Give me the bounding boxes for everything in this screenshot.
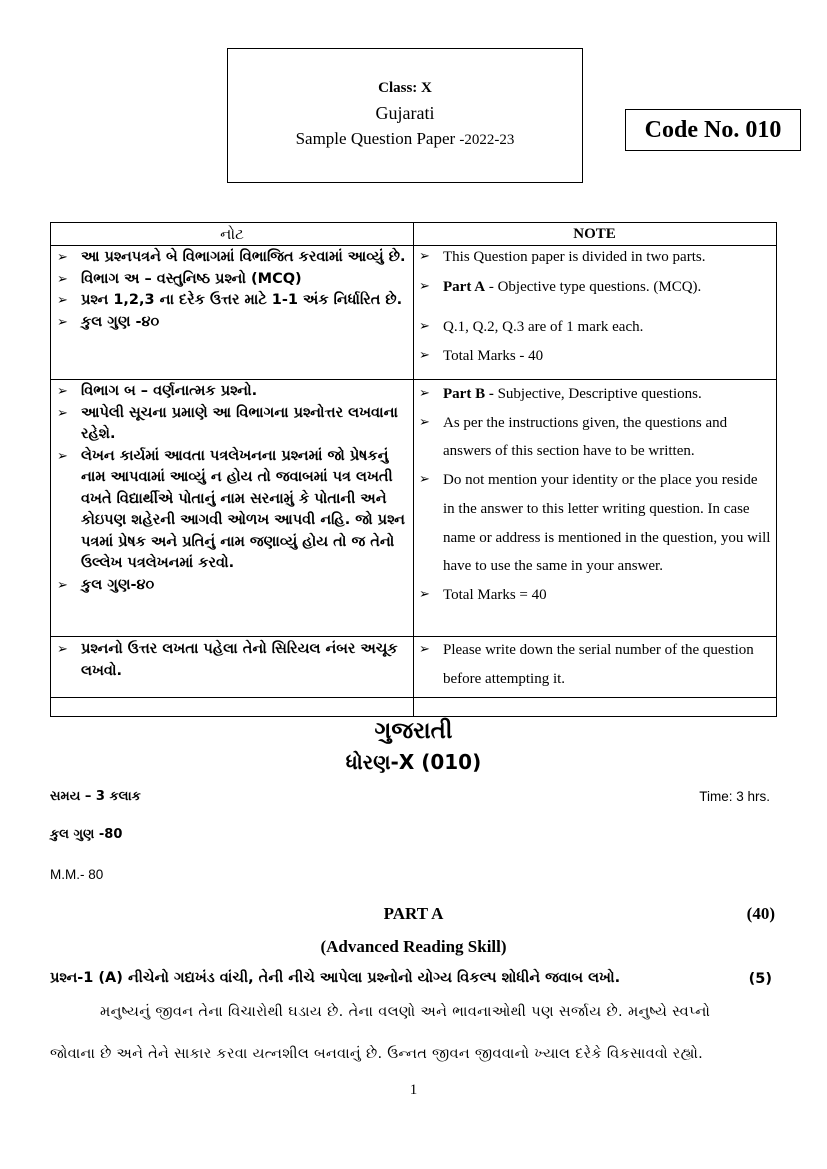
list-item: ➢ As per the instructions given, the questions and answers of this section have to be written. (419, 409, 771, 466)
class-title-gu: ધોરણ-X (010) (345, 750, 482, 774)
note-table (50, 222, 777, 717)
class-label: Class: X (378, 80, 432, 96)
arrow-bullet-icon: ➢ (419, 472, 430, 488)
question-1-marks: (5) (748, 971, 772, 987)
time-label-gu: સમય – 3 કલાક (50, 789, 141, 804)
arrow-bullet-icon: ➢ (57, 577, 68, 593)
subject-label: Gujarati (375, 103, 435, 123)
list-item: ➢ આપેલી સૂચના પ્રમાણે આ વિભાગના પ્રશ્નોત્તર લખવાના રહેશે. (57, 404, 398, 442)
arrow-bullet-icon: ➢ (419, 279, 430, 294)
arrow-bullet-icon: ➢ (419, 348, 430, 363)
part-a-marks: (40) (746, 904, 775, 923)
note-row1-gu (57, 247, 409, 333)
list-item: ➢ Q.1, Q.2, Q.3 are of 1 mark each. (419, 319, 644, 335)
list-item: ➢ Total Marks = 40 (419, 581, 771, 610)
list-item: ➢ Total Marks - 40 (419, 348, 544, 364)
note-row3-en (419, 636, 771, 693)
section-heading: (Advanced Reading Skill) (320, 937, 507, 956)
list-item: ➢ This Question paper is divided in two parts. (419, 249, 706, 265)
arrow-bullet-icon: ➢ (57, 314, 68, 330)
paper-title (228, 129, 582, 149)
question-1: પ્રશ્ન-1 (A) નીચેનો ગદ્યખંડ વાંચી, તેની નીચે આપેલા પ્રશ્નોનો યોગ્ય વિકલ્પ શોધીને જવાબ લખો. (50, 970, 621, 986)
arrow-bullet-icon: ➢ (57, 384, 68, 399)
passage-line: મનુષ્યનું જીવન તેના વિચારોથી ઘડાય છે. તેના વલણો અને ભાવનાઓથી પણ સર્જાય છે. મનુષ્યે સ્વપ્નો (100, 1004, 711, 1020)
arrow-bullet-icon: ➢ (419, 586, 430, 602)
arrow-bullet-icon: ➢ (419, 319, 430, 334)
note-row3-gu (57, 639, 409, 682)
table-row-divider (51, 697, 776, 698)
arrow-bullet-icon: ➢ (57, 405, 68, 421)
list-item: ➢ Part A - Objective type questions. (MCQ). (419, 279, 702, 295)
note-header-gu: નોટ (220, 225, 244, 243)
table-divider (413, 223, 414, 716)
paper-year: -2022-23 (459, 132, 515, 148)
max-marks: M.M.- 80 (50, 867, 104, 882)
time-label-en: Time: 3 hrs. (699, 789, 770, 804)
page-number: 1 (409, 1082, 418, 1098)
code-box: Code No. 010 (625, 109, 801, 151)
title-box (227, 48, 583, 183)
note-header-en: NOTE (573, 226, 616, 242)
list-item: ➢ પ્રશ્ન 1,2,3 ના દરેક ઉત્તર માટે 1-1 અંક નિર્ધારિત છે. (57, 290, 409, 312)
note-row2-en (419, 380, 771, 610)
list-item: ➢ આ પ્રશ્નપત્રને બે વિભાગમાં વિભાજિત કરવામાં આવ્યું છે. (57, 247, 409, 269)
list-item: ➢ કુલ ગુણ -૪૦ (57, 312, 409, 334)
part-a-heading: PART A (383, 904, 444, 923)
passage-line: જોવાના છે અને તેને સાકાર કરવા યત્નશીલ બનવાનું છે. ઉન્નત જીવન જીવવાનો ખ્યાલ દરેકે વિકસાવવો રહ્યો. (50, 1046, 704, 1062)
arrow-bullet-icon: ➢ (57, 293, 68, 308)
subject-title-gu: ગુજરાતી (374, 718, 453, 744)
list-item: ➢ Part B - Subjective, Descriptive questions. (419, 380, 771, 409)
arrow-bullet-icon: ➢ (57, 271, 68, 287)
list-item: ➢ લેખન કાર્યમાં આવતા પત્રલેખનના પ્રશ્નમાં જો પ્રેષકનું નામ આપવામાં આવ્યું ન હોય તો જવાબમાં પત્ર લખતી વખતે વિદ્યાર્થીએ પોતાનું નામ સરનામું કે પોતાની અને કોઇપણ શહેરની આગવી ઓળખ આપવી નહિ. જો પ્રશ્ન પત્રમાં પ્રેષક અને પ્રતિનું નામ જણાવ્યું હોય તો જ તેનો ઉલ્લેખ પત્રલેખનમાં કરવો. (57, 447, 405, 571)
note-row2-gu (57, 381, 409, 596)
arrow-bullet-icon: ➢ (419, 414, 430, 430)
list-item: ➢ પ્રશ્નનો ઉત્તર લખતા પહેલા તેનો સિરિયલ નંબર અચૂક લખવો. (57, 641, 398, 679)
list-item: ➢ વિભાગ અ – વસ્તુનિષ્ઠ પ્રશ્નો (MCQ) (57, 269, 409, 291)
note-row1-en (419, 247, 771, 374)
arrow-bullet-icon: ➢ (419, 386, 430, 401)
arrow-bullet-icon: ➢ (57, 250, 68, 265)
paper-title-text: Sample Question Paper (295, 129, 456, 148)
arrow-bullet-icon: ➢ (419, 249, 430, 264)
list-item: ➢ વિભાગ બ – વર્ણનાત્મક પ્રશ્નો. (57, 381, 409, 403)
arrow-bullet-icon: ➢ (419, 642, 430, 657)
list-item: ➢ કુલ ગુણ-૪૦ (57, 575, 409, 597)
total-marks-gu: કુલ ગુણ -80 (50, 827, 123, 842)
table-row-divider (51, 245, 776, 246)
arrow-bullet-icon: ➢ (57, 448, 68, 464)
list-item: ➢ Do not mention your identity or the place you reside in the answer to this letter writing question. In case name or address is mentioned in the question, you will have to use the same in your answer. (419, 466, 771, 581)
list-item: ➢ Please write down the serial number of the question before attempting it. (419, 636, 771, 693)
arrow-bullet-icon: ➢ (57, 642, 68, 657)
